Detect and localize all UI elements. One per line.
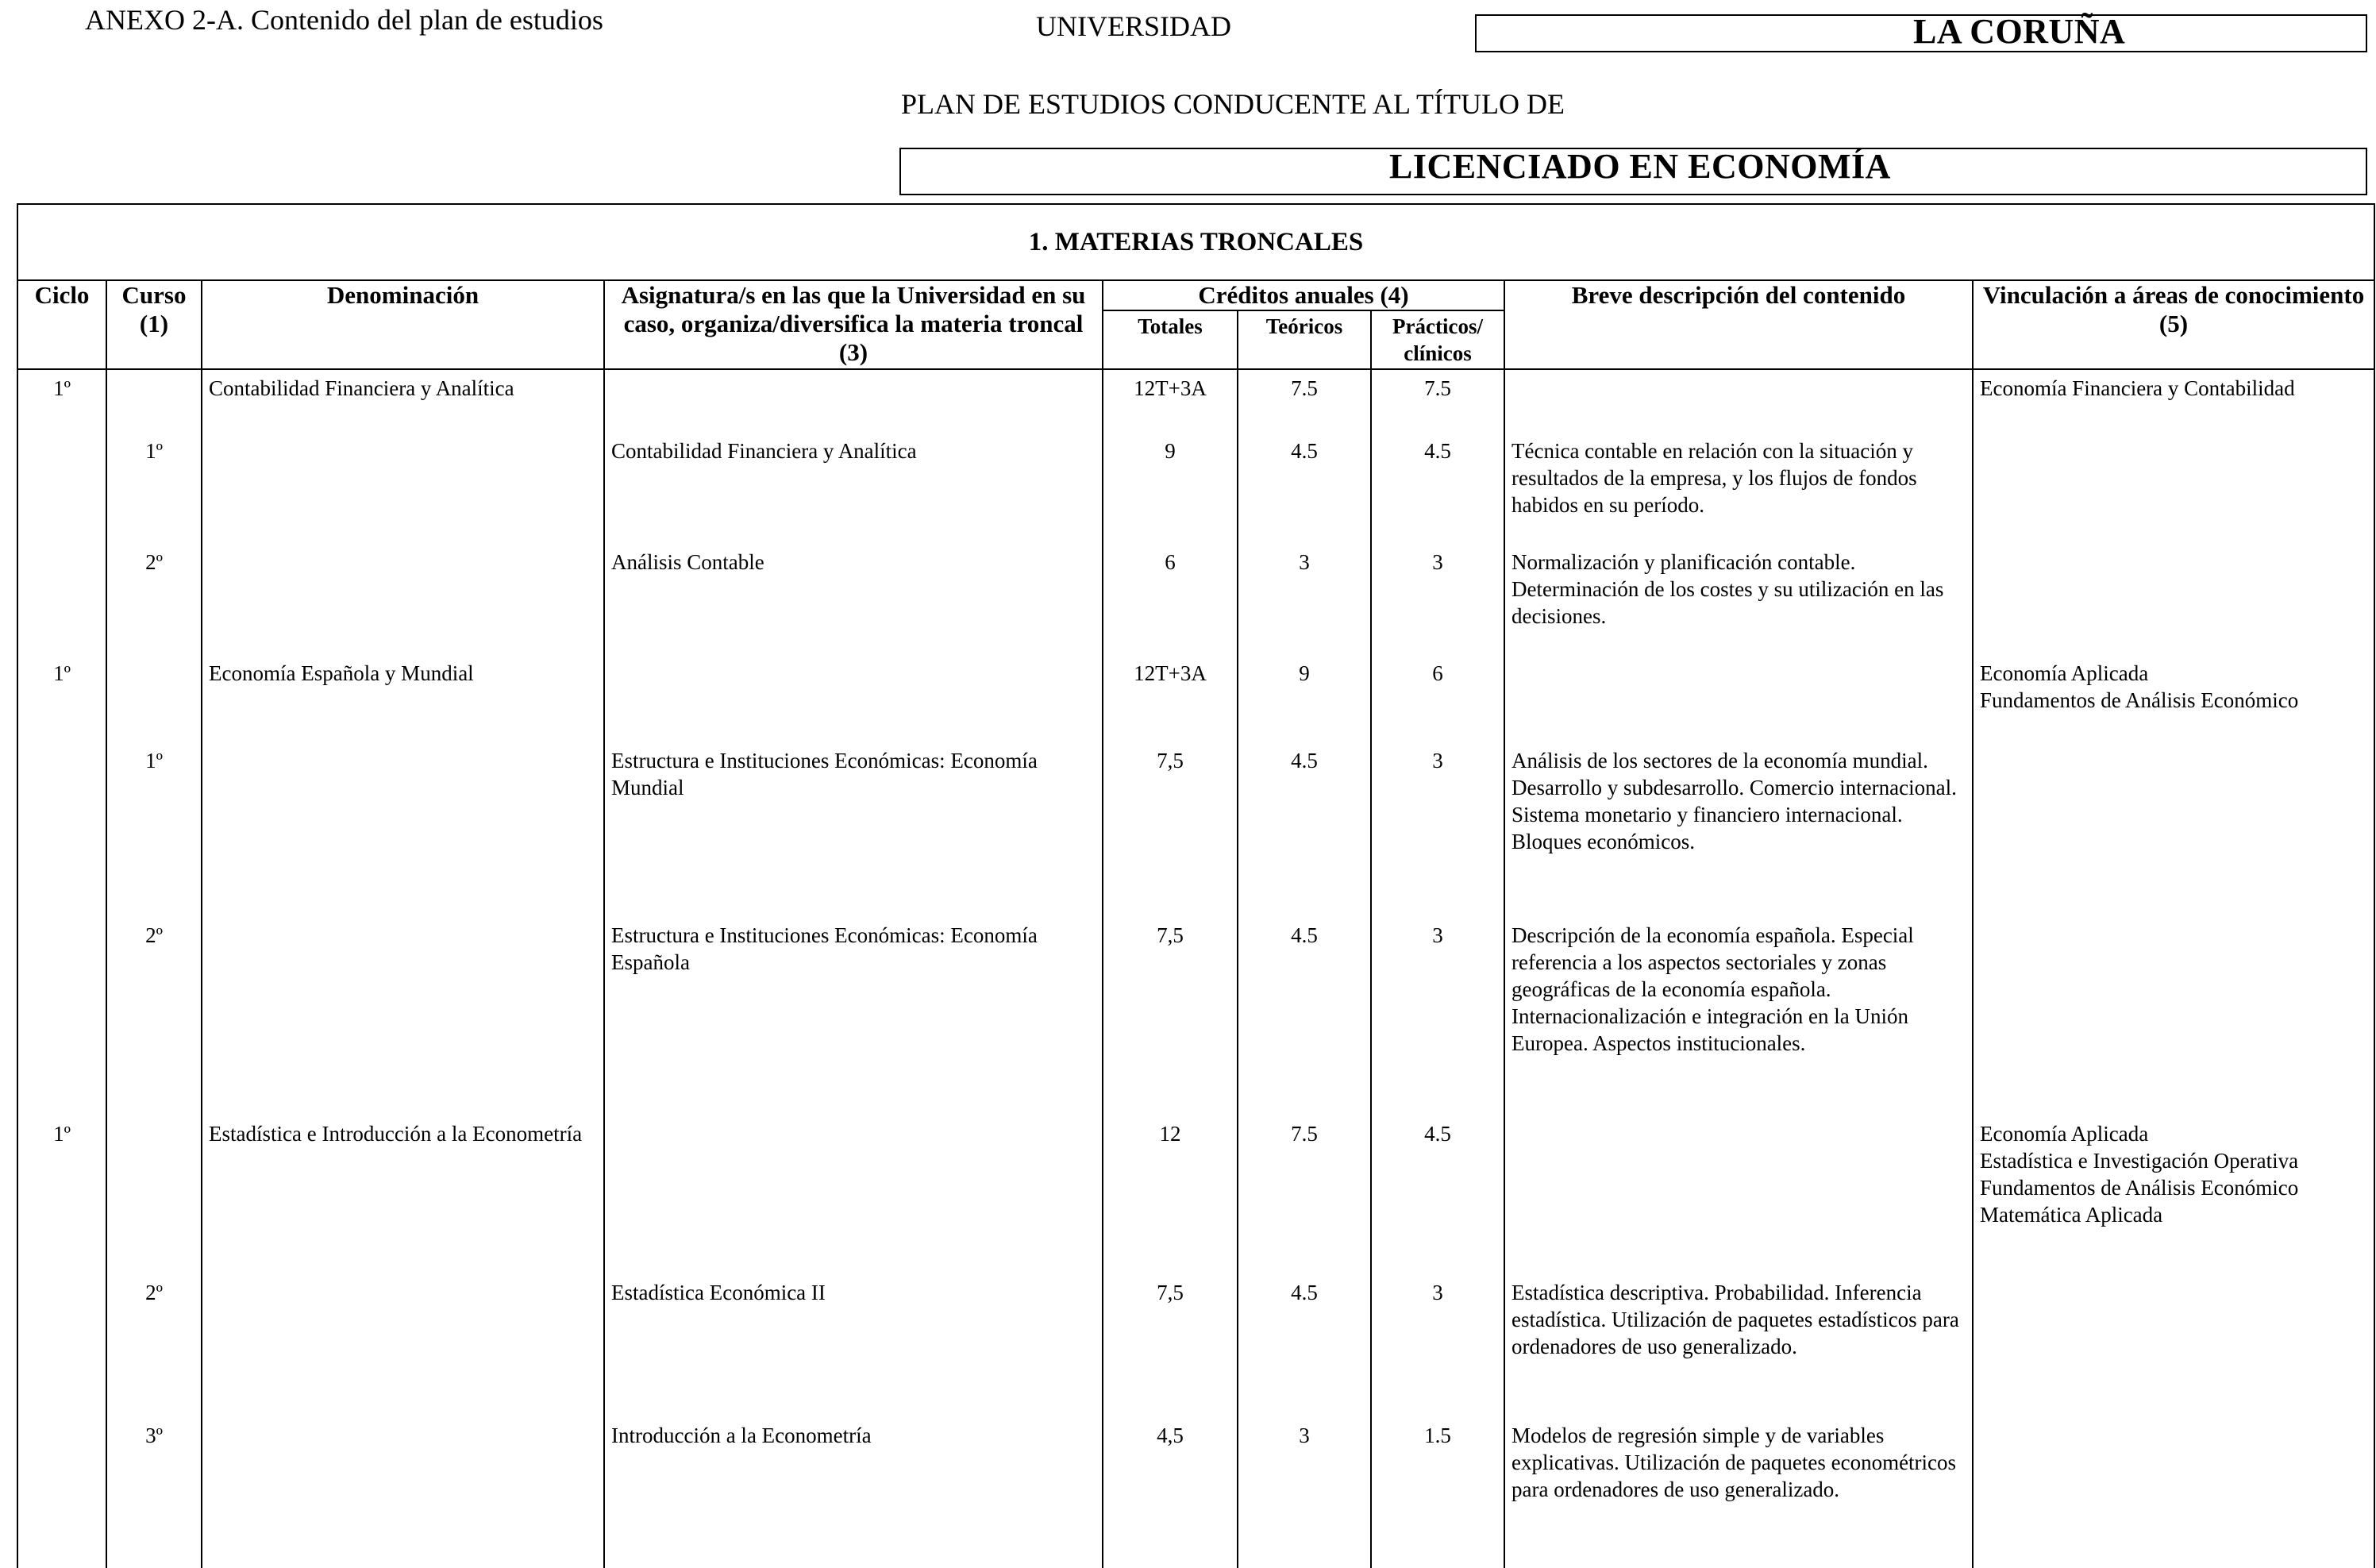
- col-curso: Curso (1): [106, 280, 202, 369]
- cell-ciclo: [17, 544, 106, 655]
- degree-box: [899, 148, 2367, 195]
- cell-curso: 2º: [106, 1274, 202, 1417]
- cell-denominacion: [202, 1274, 604, 1417]
- cell-practicos: 3: [1371, 917, 1504, 1115]
- degree-title: LICENCIADO EN ECONOMÍA: [1389, 147, 1891, 186]
- cell-teoricos: 7.5: [1238, 369, 1371, 433]
- table-row: [17, 655, 2374, 742]
- cell-denominacion: Contabilidad Financiera y Analítica: [202, 369, 604, 433]
- cell-denominacion: Economía Española y Mundial: [202, 655, 604, 742]
- cell-ciclo: [17, 1417, 106, 1568]
- university-label: UNIVERSIDAD: [1036, 10, 1231, 42]
- plan-label: PLAN DE ESTUDIOS CONDUCENTE AL TÍTULO DE: [901, 88, 1565, 120]
- cell-ciclo: [17, 917, 106, 1115]
- cell-asignatura: Análisis Contable: [604, 544, 1103, 655]
- table-row: [17, 917, 2374, 1115]
- cell-descripcion: [1504, 655, 1973, 742]
- cell-curso: 2º: [106, 544, 202, 655]
- cell-descripcion: Modelos de regresión simple y de variables explicativas. Utilización de paquetes econométricos para ordenadores de uso generalizado.: [1504, 1417, 1973, 1568]
- cell-totales: 7,5: [1103, 917, 1238, 1115]
- cell-descripcion: [1504, 369, 1973, 433]
- cell-descripcion: Análisis de los sectores de la economía mundial. Desarrollo y subdesarrollo. Comercio internacional. Sistema monetario y financiero internacional. Bloques económicos.: [1504, 742, 1973, 917]
- cell-curso: 1º: [106, 742, 202, 917]
- cell-teoricos: 9: [1238, 655, 1371, 742]
- table-row: [17, 1417, 2374, 1568]
- cell-totales: 9: [1103, 433, 1238, 544]
- cell-practicos: 3: [1371, 1274, 1504, 1417]
- cell-practicos: 4.5: [1371, 1115, 1504, 1274]
- cell-vinculacion: [1973, 742, 2374, 917]
- cell-asignatura: Estadística Económica II: [604, 1274, 1103, 1417]
- cell-practicos: 3: [1371, 544, 1504, 655]
- col-asignatura: Asignatura/s en las que la Universidad en su caso, organiza/diversifica la materia troncal (3): [604, 280, 1103, 369]
- cell-curso: 3º: [106, 1417, 202, 1568]
- cell-vinculacion: [1973, 433, 2374, 544]
- cell-teoricos: 4.5: [1238, 433, 1371, 544]
- cell-denominacion: [202, 1417, 604, 1568]
- col-practicos: Prácticos/ clínicos: [1371, 310, 1504, 369]
- section-title: 1. MATERIAS TRONCALES: [17, 204, 2374, 280]
- cell-teoricos: 4.5: [1238, 917, 1371, 1115]
- cell-asignatura: [604, 655, 1103, 742]
- cell-teoricos: 4.5: [1238, 1274, 1371, 1417]
- cell-ciclo: [17, 433, 106, 544]
- cell-vinculacion: [1973, 544, 2374, 655]
- cell-denominacion: [202, 433, 604, 544]
- cell-asignatura: [604, 1115, 1103, 1274]
- cell-denominacion: [202, 917, 604, 1115]
- cell-asignatura: Introducción a la Econometría: [604, 1417, 1103, 1568]
- cell-descripcion: Técnica contable en relación con la situación y resultados de la empresa, y los flujos de fondos habidos en su período.: [1504, 433, 1973, 544]
- cell-teoricos: 3: [1238, 544, 1371, 655]
- materias-troncales-table: [17, 203, 2375, 1568]
- col-creditos: Créditos anuales (4): [1103, 280, 1504, 310]
- cell-denominacion: [202, 742, 604, 917]
- cell-ciclo: [17, 1274, 106, 1417]
- col-denominacion: Denominación: [202, 280, 604, 369]
- cell-ciclo: 1º: [17, 369, 106, 433]
- cell-totales: 6: [1103, 544, 1238, 655]
- cell-teoricos: 4.5: [1238, 742, 1371, 917]
- cell-totales: 12T+3A: [1103, 369, 1238, 433]
- table-row: [17, 369, 2374, 433]
- col-ciclo: Ciclo: [17, 280, 106, 369]
- col-totales: Totales: [1103, 310, 1238, 369]
- cell-denominacion: [202, 544, 604, 655]
- cell-descripcion: Estadística descriptiva. Probabilidad. Inferencia estadística. Utilización de paquetes estadísticos para ordenadores de uso generalizado.: [1504, 1274, 1973, 1417]
- cell-teoricos: 3: [1238, 1417, 1371, 1568]
- cell-descripcion: Descripción de la economía española. Especial referencia a los aspectos sectoriales y zonas geográficas de la economía española. Internacionalización e integración en la Unión Europea. Aspectos institucionales.: [1504, 917, 1973, 1115]
- cell-practicos: 6: [1371, 655, 1504, 742]
- university-name: LA CORUÑA: [1913, 12, 2126, 51]
- cell-vinculacion: [1973, 1417, 2374, 1568]
- cell-vinculacion: [1973, 917, 2374, 1115]
- university-box: [1475, 14, 2367, 52]
- cell-practicos: 3: [1371, 742, 1504, 917]
- cell-asignatura: Estructura e Instituciones Económicas: Economía Española: [604, 917, 1103, 1115]
- cell-totales: 12: [1103, 1115, 1238, 1274]
- cell-asignatura: Estructura e Instituciones Económicas: Economía Mundial: [604, 742, 1103, 917]
- col-descripcion: Breve descripción del contenido: [1504, 280, 1973, 369]
- table-row: [17, 1115, 2374, 1274]
- cell-practicos: 1.5: [1371, 1417, 1504, 1568]
- cell-descripcion: [1504, 1115, 1973, 1274]
- cell-curso: [106, 655, 202, 742]
- cell-totales: 7,5: [1103, 1274, 1238, 1417]
- cell-ciclo: 1º: [17, 1115, 106, 1274]
- cell-ciclo: 1º: [17, 655, 106, 742]
- cell-curso: 1º: [106, 433, 202, 544]
- table-row: [17, 742, 2374, 917]
- cell-vinculacion: [1973, 1274, 2374, 1417]
- cell-curso: [106, 1115, 202, 1274]
- table-row: [17, 1274, 2374, 1417]
- table-row: [17, 433, 2374, 544]
- cell-practicos: 7.5: [1371, 369, 1504, 433]
- cell-asignatura: [604, 369, 1103, 433]
- table-row: [17, 544, 2374, 655]
- cell-totales: 7,5: [1103, 742, 1238, 917]
- cell-practicos: 4.5: [1371, 433, 1504, 544]
- cell-denominacion: Estadística e Introducción a la Econometría: [202, 1115, 604, 1274]
- cell-curso: 2º: [106, 917, 202, 1115]
- table-body: [17, 369, 2374, 1568]
- cell-totales: 12T+3A: [1103, 655, 1238, 742]
- cell-curso: [106, 369, 202, 433]
- cell-asignatura: Contabilidad Financiera y Analítica: [604, 433, 1103, 544]
- col-vinculacion: Vinculación a áreas de conocimiento (5): [1973, 280, 2374, 369]
- cell-vinculacion: Economía Aplicada Estadística e Investigación Operativa Fundamentos de Análisis Económico Matemática Aplicada: [1973, 1115, 2374, 1274]
- cell-teoricos: 7.5: [1238, 1115, 1371, 1274]
- cell-descripcion: Normalización y planificación contable. Determinación de los costes y su utilización en las decisiones.: [1504, 544, 1973, 655]
- col-teoricos: Teóricos: [1238, 310, 1371, 369]
- cell-ciclo: [17, 742, 106, 917]
- cell-totales: 4,5: [1103, 1417, 1238, 1568]
- annex-label: ANEXO 2-A. Contenido del plan de estudios: [85, 4, 603, 36]
- cell-vinculacion: Economía Aplicada Fundamentos de Análisis Económico: [1973, 655, 2374, 742]
- cell-vinculacion: Economía Financiera y Contabilidad: [1973, 369, 2374, 433]
